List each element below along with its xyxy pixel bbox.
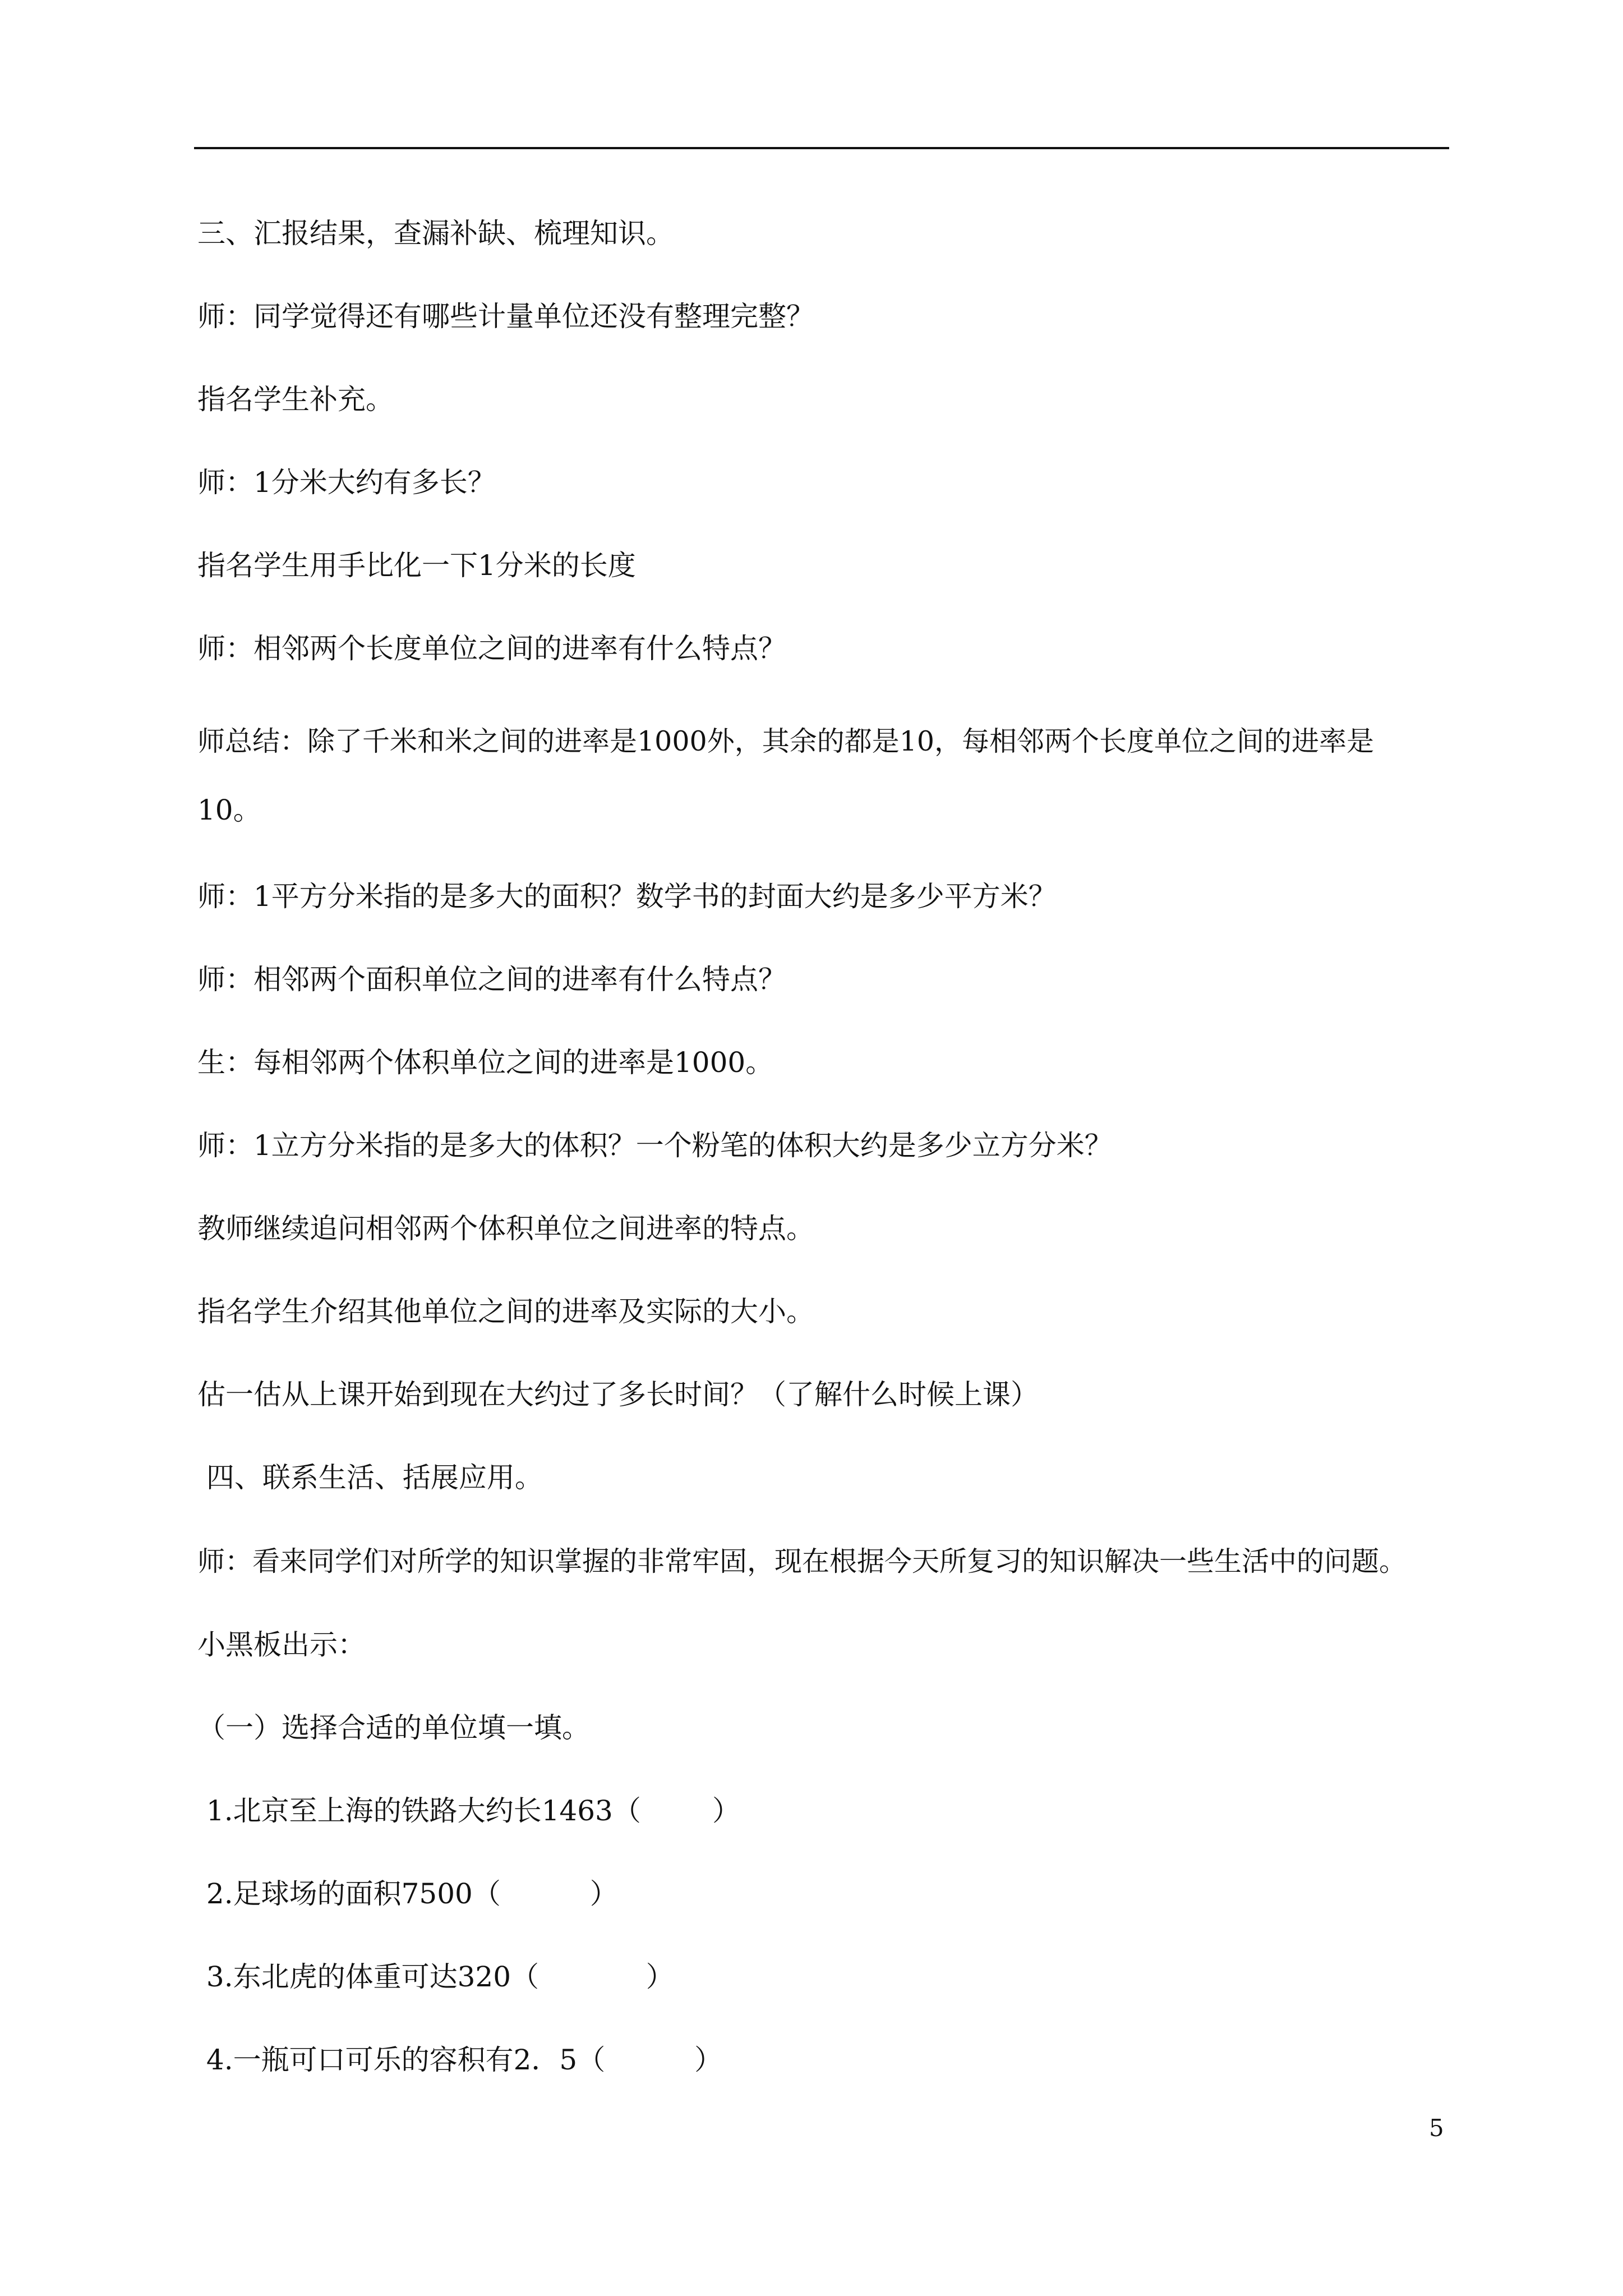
text-line: 小黑板出示：	[197, 1628, 366, 1661]
section-heading-4: 四、联系生活、括展应用。	[197, 1461, 543, 1494]
text-line: 师：相邻两个面积单位之间的进率有什么特点？	[197, 963, 786, 996]
text-line: 师总结：除了千米和米之间的进率是1000外，其余的都是10，每相邻两个长度单位之间的进率是	[197, 725, 1375, 757]
text-line: 师：同学觉得还有哪些计量单位还没有整理完整？	[197, 300, 814, 333]
text-line: 生：每相邻两个体积单位之间的进率是1000。	[197, 1046, 774, 1079]
text-line: 指名学生用手比化一下1分米的长度	[197, 549, 636, 582]
text-line: 教师继续追问相邻两个体积单位之间进率的特点。	[197, 1212, 814, 1245]
exercise-item: 1.北京至上海的铁路大约长1463（ ）	[197, 1795, 740, 1827]
header-rule	[194, 147, 1449, 149]
text-line: 10。	[197, 794, 261, 826]
exercise-item: 3.东北虎的体重可达320（ ）	[197, 1961, 674, 1993]
page-number: 5	[1429, 2114, 1444, 2142]
exercise-item: 2.足球场的面积7500（ ）	[197, 1878, 618, 1910]
text-line: 师：1分米大约有多长？	[197, 466, 496, 499]
text-line: 师：看来同学们对所学的知识掌握的非常牢固，现在根据今天所复习的知识解决一些生活中的问题。	[197, 1545, 1407, 1577]
text-line: 师：1平方分米指的是多大的面积？数学书的封面大约是多少平方米？	[197, 880, 1057, 913]
exercise-item: 4.一瓶可口可乐的容积有2．5（ ）	[197, 2044, 723, 2076]
text-line: 师：相邻两个长度单位之间的进率有什么特点？	[197, 632, 786, 665]
text-line: 指名学生介绍其他单位之间的进率及实际的大小。	[197, 1295, 814, 1328]
text-line: 估一估从上课开始到现在大约过了多长时间？（了解什么时候上课）	[197, 1378, 1039, 1411]
section-heading-3: 三、汇报结果，查漏补缺、梳理知识。	[197, 217, 674, 250]
text-line: 指名学生补充。	[197, 383, 394, 416]
exercise-heading: （一）选择合适的单位填一填。	[197, 1711, 590, 1744]
text-line: 师：1立方分米指的是多大的体积？一个粉笔的体积大约是多少立方分米？	[197, 1129, 1113, 1162]
